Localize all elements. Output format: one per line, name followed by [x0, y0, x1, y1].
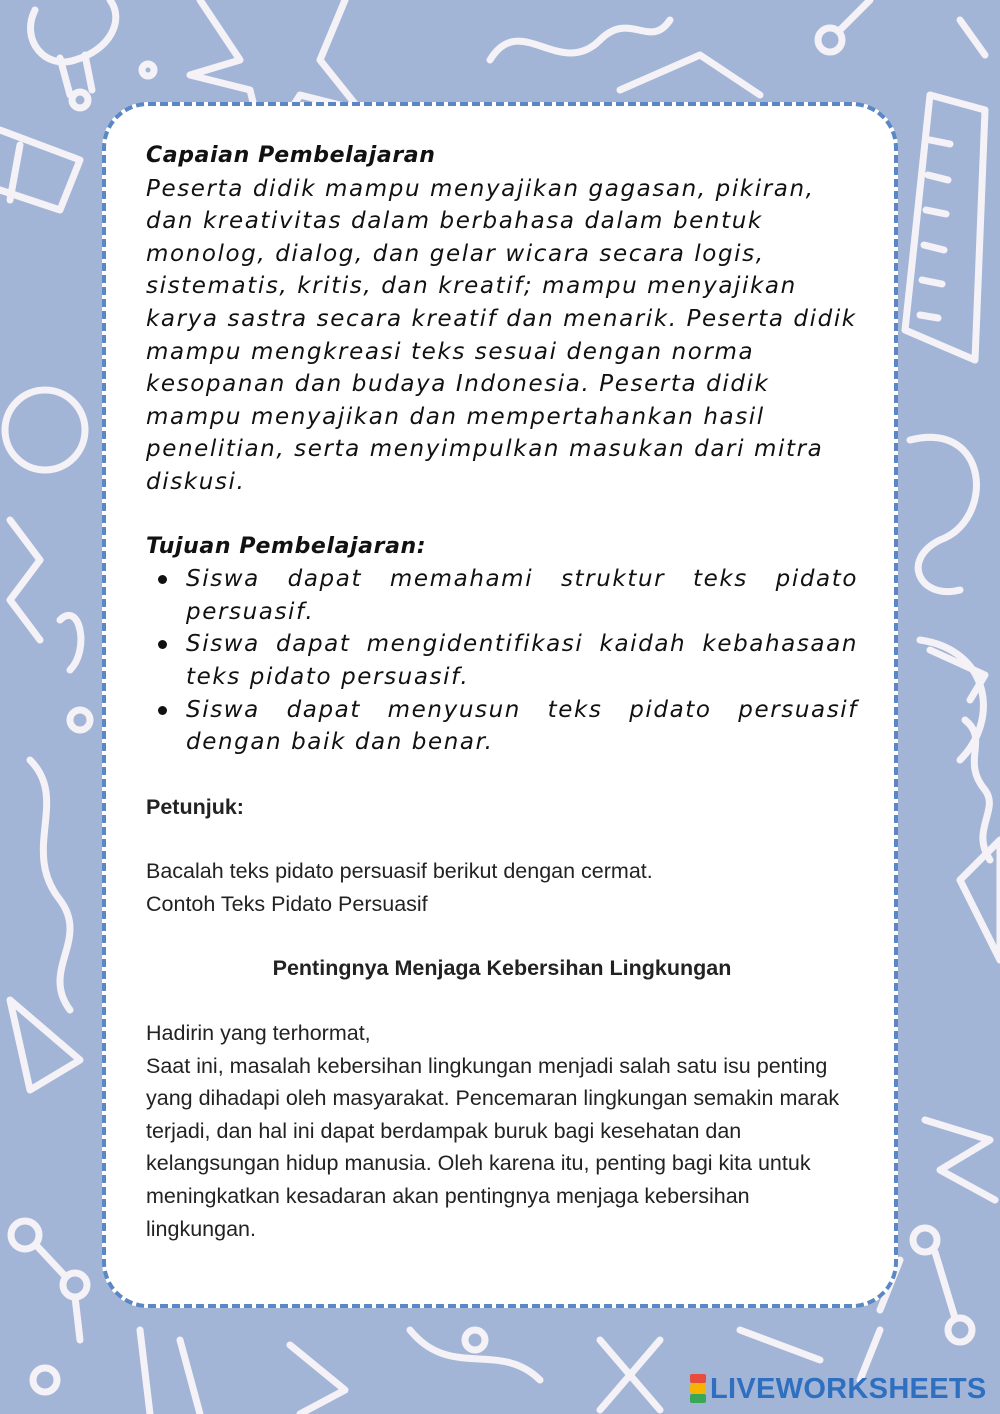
wave-icon [30, 760, 70, 1010]
capaian-section [146, 140, 858, 499]
chevron-icon [290, 1345, 345, 1414]
spacer [146, 985, 858, 1017]
squiggle-icon [965, 720, 990, 860]
triangle-icon [10, 1000, 80, 1090]
worksheet-content [146, 140, 858, 1245]
tujuan-list [146, 563, 858, 759]
dot-icon [70, 710, 90, 730]
ruler-icon [905, 95, 985, 360]
diamond-icon [960, 840, 1000, 960]
squiggle-icon [490, 20, 670, 60]
dot-icon [142, 64, 154, 76]
dot-icon [465, 1330, 485, 1350]
petunjuk-instruction: Bacalah teks pidato persuasif berikut dengan cermat. [146, 859, 653, 884]
petunjuk-subtitle: Contoh Teks Pidato Persuasif [146, 891, 428, 916]
capaian-body: Peserta didik mampu menyajikan gagasan, pikiran, dan kreativitas dalam berbahasa dalam bentuk monolog, dialog, dan gelar wicara secara logis, sistematis, kritis, dan kreatif; mampu menyajikan karya sastra secara kreatif dan menarik. Peserta didik mampu mengkreasi teks sesuai dengan norma kesopanan dan budaya Indonesia. Peserta didik mampu menyajikan dan mempertahankan hasil penelitian, serta menyimpulkan masukan dari mitra diskusi. [146, 175, 857, 495]
triangle-icon [620, 55, 760, 95]
molecule-icon [11, 1221, 87, 1392]
spacer [146, 759, 858, 791]
spacer [146, 920, 858, 952]
tujuan-section [146, 531, 858, 759]
lightbulb-icon [140, 1330, 200, 1414]
list-item: Siswa dapat menyusun teks pidato persuasif dengan baik dan benar. [146, 694, 858, 759]
list-item: Siswa dapat mengidentifikasi kaidah kebahasaan teks pidato persuasif. [146, 628, 858, 693]
petunjuk-title: Petunjuk: [146, 794, 244, 819]
mark-bar [690, 1394, 706, 1403]
brand-name: LIVEWORKSHEETS [710, 1372, 987, 1405]
worksheet-card [102, 102, 898, 1308]
liveworksheets-mark-icon [690, 1374, 706, 1404]
circle-icon [5, 390, 85, 470]
loop-icon [910, 437, 976, 591]
capaian-title: Capaian Pembelajaran [146, 143, 436, 168]
liveworksheets-logo [690, 1372, 987, 1406]
spacer [146, 499, 858, 531]
molecule-icon [818, 0, 870, 52]
mark-bar [690, 1384, 706, 1393]
speech-body: Saat ini, masalah kebersihan lingkungan menjadi salah satu isu penting yang dihadapi oleh masyarakat. Pencemaran lingkungan semakin marak terjadi, dan hal ini dapat berdampak buruk bagi kesehatan dan kelangsungan hidup manusia. Oleh karena itu, penting bagi kita untuk meningkatkan kesadaran akan pentingnya menjaga kebersihan lingkungan. [146, 1053, 840, 1241]
sparkle-icon [600, 1340, 660, 1410]
zigzag-icon [925, 1120, 995, 1200]
petunjuk-section [146, 791, 858, 921]
tujuan-title: Tujuan Pembelajaran: [146, 533, 427, 559]
speech-section [146, 952, 858, 1245]
speech-title: Pentingnya Menjaga Kebersihan Lingkungan [272, 956, 732, 981]
list-item: Siswa dapat memahami struktur teks pidato persuasif. [146, 563, 858, 628]
mark-bar [690, 1374, 706, 1383]
spacer [146, 823, 858, 855]
lightbulb-icon [31, 0, 116, 108]
zigzag-icon [10, 520, 40, 640]
speech-greeting: Hadirin yang terhormat, [146, 1021, 371, 1046]
